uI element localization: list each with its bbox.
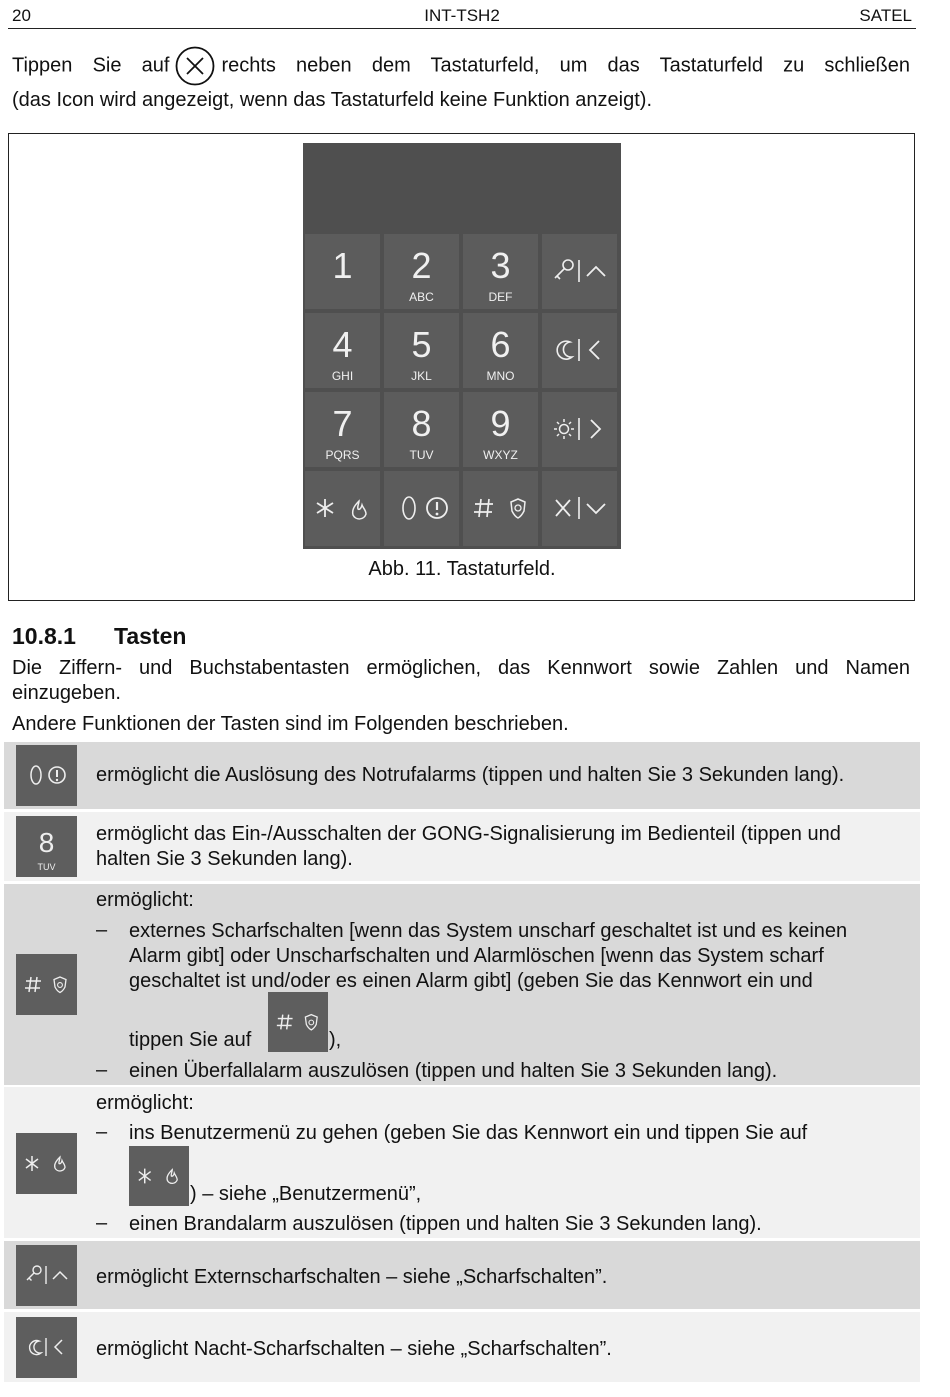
row-desc-b: halten Sie 3 Sekunden lang). — [96, 848, 353, 870]
key-up-key-icon — [16, 1245, 77, 1306]
key-hash-police — [463, 471, 538, 546]
zero-alert-icon — [384, 471, 459, 546]
key-9: 9 WXYZ — [463, 392, 538, 467]
key-night-left — [542, 313, 617, 388]
intro-text-2: rechts neben dem Tastaturfeld, um das Tastaturfeld zu schließen — [221, 54, 911, 77]
bullet-line: tippen Sie auf — [129, 1029, 252, 1051]
key-4: 4 GHI — [305, 313, 380, 388]
zero-alert-key-icon — [16, 745, 77, 806]
row-head: ermöglicht: — [96, 1092, 194, 1114]
key-6: 6 MNO — [463, 313, 538, 388]
key-0-panic — [384, 471, 459, 546]
bullet-line: Alarm gibt] oder Unscharfschalten und Alarmlöschen [wenn das System scharf — [129, 945, 824, 967]
key-5: 5 JKL — [384, 313, 459, 388]
key-2: 2 ABC — [384, 234, 459, 309]
star-fire-key-icon — [16, 1133, 77, 1194]
row-desc: ermöglicht die Auslösung des Notrufalarms (tippen und halten Sie 3 Sekunden lang). — [96, 764, 845, 786]
hash-police-key-icon — [16, 954, 77, 1015]
row-head: ermöglicht: — [96, 889, 194, 911]
close-down-icon — [542, 471, 617, 546]
list-dash: – — [96, 1121, 108, 1143]
section-number: 10.8.1 — [12, 623, 76, 649]
key-close-down — [542, 471, 617, 546]
key-up-icon — [542, 234, 617, 309]
key-day-right — [542, 392, 617, 467]
star-fire-inline-key-icon — [129, 1146, 189, 1206]
table-row — [4, 1241, 920, 1309]
hash-police-icon — [463, 471, 538, 546]
sun-right-icon — [542, 392, 617, 467]
key-1: 1 — [305, 234, 380, 309]
intro-line-2: (das Icon wird angezeigt, wenn das Tastaturfeld keine Funktion anzeigt). — [12, 89, 652, 111]
key-3: 3 DEF — [463, 234, 538, 309]
bullet-line-end: ), — [329, 1029, 342, 1051]
key-star-fire — [305, 471, 380, 546]
key-arm-up — [542, 234, 617, 309]
key-7: 7 PQRS — [305, 392, 380, 467]
list-dash: – — [96, 919, 108, 941]
moon-left-key-icon — [16, 1317, 77, 1378]
bullet-line: externes Scharfschalten [wenn das System unscharf geschaltet ist und es keinen — [129, 920, 848, 942]
hash-police-inline-key-icon — [268, 992, 328, 1052]
key-8: 8 TUV — [384, 392, 459, 467]
header-rule — [8, 28, 916, 29]
close-circle-icon — [175, 46, 215, 86]
bullet-line-end: ) – siehe „Benutzermenü”, — [190, 1183, 422, 1205]
table-row — [4, 1087, 920, 1238]
document-title: INT-TSH2 — [424, 6, 500, 25]
keypad-image — [303, 143, 621, 549]
bullet-line: einen Überfallalarm auszulösen (tippen und halten Sie 3 Sekunden lang). — [129, 1060, 778, 1082]
intro-line-1 — [12, 46, 910, 90]
bullet-line: einen Brandalarm auszulösen (tippen und halten Sie 3 Sekunden lang). — [129, 1213, 762, 1235]
moon-left-icon — [542, 313, 617, 388]
section-para-1b: einzugeben. — [12, 682, 121, 704]
section-para-1: Die Ziffern- und Buchstabentasten ermöglichen, das Kennwort sowie Zahlen und Namen — [12, 657, 910, 679]
page-number: 20 — [12, 6, 31, 25]
key-8-icon: 8 TUV — [16, 816, 77, 877]
list-dash: – — [96, 1212, 108, 1234]
table-row — [4, 812, 920, 881]
figure-caption: Abb. 11. Tastaturfeld. — [368, 558, 556, 580]
row-desc-a: ermöglicht das Ein-/Ausschalten der GONG-Signalisierung im Bedienteil (tippen und — [96, 823, 841, 845]
row-desc: ermöglicht Externscharfschalten – siehe „Scharfschalten”. — [96, 1266, 608, 1288]
table-row — [4, 884, 920, 1085]
section-title: Tasten — [114, 623, 187, 649]
row-desc: ermöglicht Nacht-Scharfschalten – siehe „Scharfschalten”. — [96, 1338, 612, 1360]
intro-text-1: Tippen Sie auf — [12, 54, 170, 77]
list-dash: – — [96, 1059, 108, 1081]
bullet-line: ins Benutzermenü zu gehen (geben Sie das Kennwort ein und tippen Sie auf — [129, 1122, 808, 1144]
star-fire-icon — [305, 471, 380, 546]
bullet-line: geschaltet ist und/oder es einen Alarm gibt] (geben Sie das Kennwort ein und — [129, 970, 813, 992]
table-row — [4, 1312, 920, 1382]
table-row — [4, 742, 920, 809]
brand-name: SATEL — [859, 6, 912, 25]
section-para-2: Andere Funktionen der Tasten sind im Folgenden beschrieben. — [12, 713, 569, 735]
